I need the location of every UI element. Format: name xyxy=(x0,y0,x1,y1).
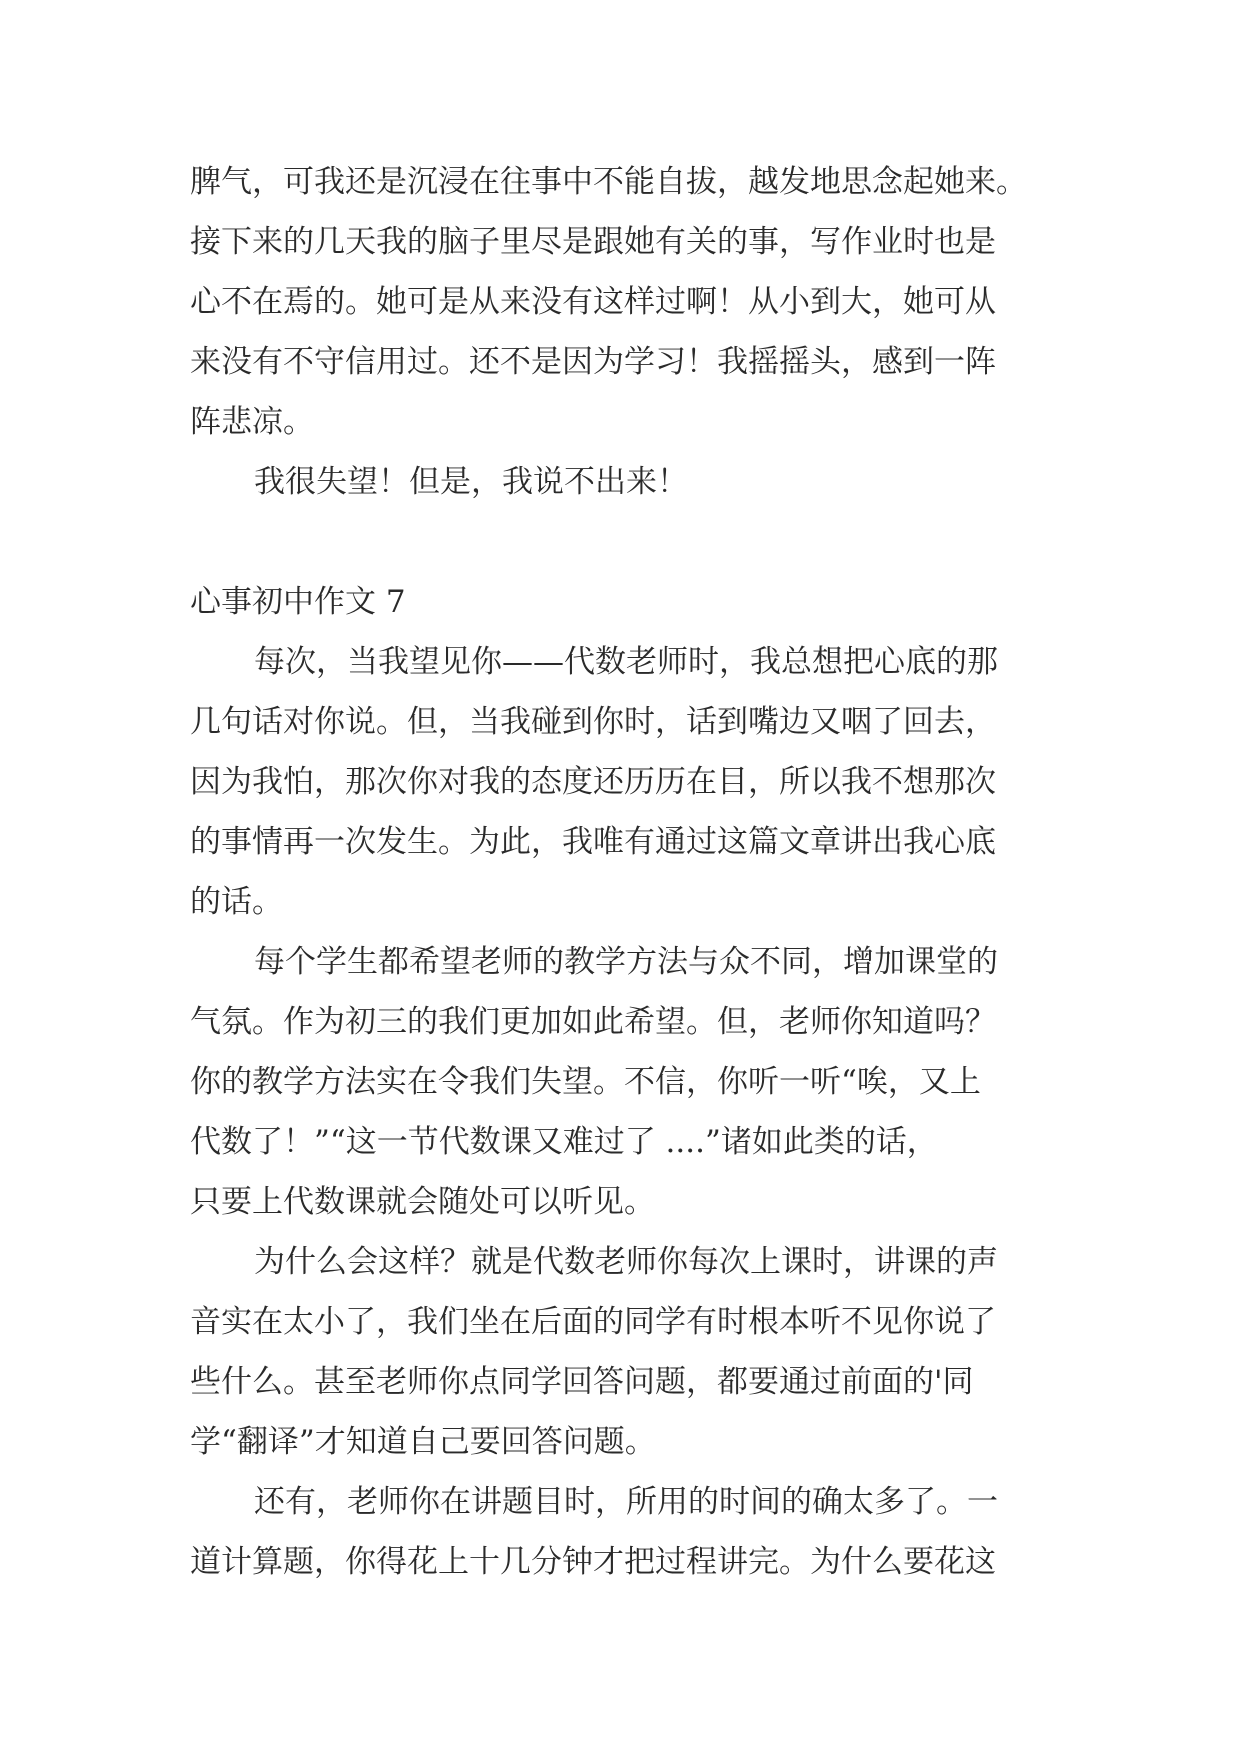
text-line: 代数了！”“这一节代数课又难过了 ....”诸如此类的话， xyxy=(190,1124,938,1160)
text-line: 气氛。作为初三的我们更加如此希望。但，老师你知道吗？ xyxy=(190,1004,996,1040)
text-line: 音实在太小了，我们坐在后面的同学有时根本听不见你说了 xyxy=(190,1304,996,1340)
text-line: 脾气，可我还是沉浸在往事中不能自拔，越发地思念起她来。 xyxy=(190,164,1027,200)
paragraph xyxy=(190,1232,1065,1472)
paragraph xyxy=(190,152,1065,452)
text-line: 心不在焉的。她可是从来没有这样过啊！从小到大，她可从 xyxy=(190,284,996,320)
text-line: 道计算题，你得花上十几分钟才把过程讲完。为什么要花这 xyxy=(190,1544,996,1580)
text-line: 来没有不守信用过。还不是因为学习！我摇摇头，感到一阵 xyxy=(190,344,996,380)
text-line: 阵悲凉。 xyxy=(190,404,314,440)
blank-line xyxy=(190,512,1065,572)
paragraph xyxy=(190,632,1065,932)
paragraph xyxy=(190,932,1065,1232)
text-line: 还有，老师你在讲题目时，所用的时间的确太多了。一 xyxy=(254,1484,998,1520)
text-line: 每次，当我望见你——代数老师时，我总想把心底的那 xyxy=(254,644,998,680)
paragraph xyxy=(190,1472,1065,1592)
text-line: 学“翻译”才知道自己要回答问题。 xyxy=(190,1424,656,1460)
text-line: 几句话对你说。但，当我碰到你时，话到嘴边又咽了回去， xyxy=(190,704,996,740)
text-line: 因为我怕，那次你对我的态度还历历在目，所以我不想那次 xyxy=(190,764,996,800)
paragraph xyxy=(190,452,1065,512)
section-title: 心事初中作文 7 xyxy=(190,584,406,620)
text-line: 接下来的几天我的脑子里尽是跟她有关的事，写作业时也是 xyxy=(190,224,996,260)
text-line: 你的教学方法实在令我们失望。不信，你听一听“唉，又上 xyxy=(190,1064,981,1100)
document-body xyxy=(190,152,1065,1592)
text-line: 每个学生都希望老师的教学方法与众不同，增加课堂的 xyxy=(254,944,998,980)
text-line: 的话。 xyxy=(190,884,283,920)
text-line: 只要上代数课就会随处可以听见。 xyxy=(190,1184,655,1220)
text-line: 的事情再一次发生。为此，我唯有通过这篇文章讲出我心底 xyxy=(190,824,996,860)
text-line: 些什么。甚至老师你点同学回答问题，都要通过前面的'同 xyxy=(190,1364,974,1400)
text-line: 我很失望！但是，我说不出来！ xyxy=(254,464,688,500)
text-line: 为什么会这样？就是代数老师你每次上课时，讲课的声 xyxy=(254,1244,998,1280)
